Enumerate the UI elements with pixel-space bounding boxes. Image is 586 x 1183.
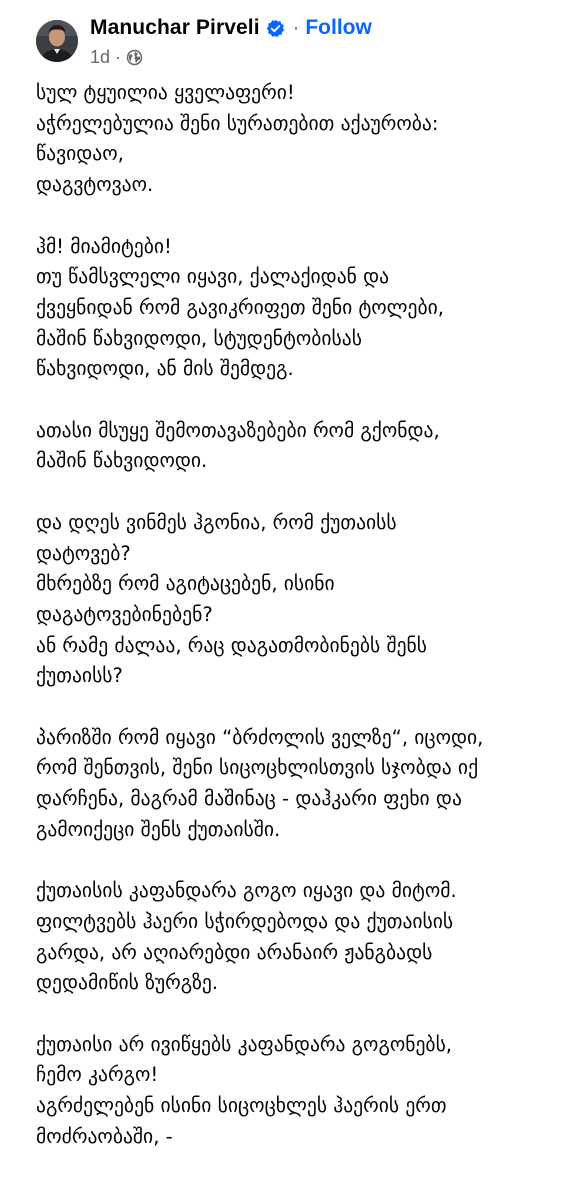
post-paragraph [36, 416, 576, 477]
post-text-line: ჩემო კარგო! [36, 1063, 159, 1087]
post-meta [90, 46, 143, 68]
post-timestamp[interactable]: 1d [90, 46, 111, 67]
post-header [36, 14, 576, 70]
post-text-line: ათასი მსუყე შემოთავაზებები რომ გქონდა, [36, 418, 440, 442]
post-text-line: პარიზში რომ იყავი “ბრძოლის ველზე“, იცოდი, [36, 725, 484, 749]
post-text-line: ქუთაისი არ ივიწყებს კაფანდარა გოგონებს, [36, 1032, 453, 1056]
post-text-line: დარჩენა, მაგრამ მაშინაც - დაჰკარი ფეხი და [36, 787, 462, 811]
verified-badge-icon [266, 19, 285, 38]
post-text-line: და დღეს ვინმეს ჰგონია, რომ ქუთაისს [36, 510, 397, 534]
post-paragraph [36, 723, 576, 846]
globe-icon[interactable] [126, 49, 143, 66]
post-text-line: მაშინ წახვიდოდი, სტუდენტობისას [36, 326, 362, 350]
post-text-line: ქუთაისს? [36, 664, 123, 688]
post-paragraph [36, 1030, 576, 1153]
follow-button[interactable]: Follow [305, 16, 372, 39]
post-text-line: დაგატოვებინებენ? [36, 602, 213, 626]
post-text-line: ან რამე ძალაა, რაც დაგათმობინებს შენს [36, 633, 428, 657]
post-text-line: დაგვტოვაო. [36, 173, 154, 197]
post-paragraph [36, 232, 576, 386]
post-text-line: აჭრელებულია შენი სურათებით აქაურობა: [36, 111, 439, 135]
post-text-line: ქუთაისის კაფანდარა გოგო იყავი და მიტომ. [36, 879, 457, 903]
author-name[interactable]: Manuchar Pirveli [90, 16, 260, 39]
post-text-line: ჰმ! მიამიტები! [36, 234, 172, 258]
post-text-line: მაშინ წახვიდოდი. [36, 449, 208, 473]
post-text-line: მხრებზე რომ აგიტაცებენ, ისინი [36, 572, 335, 596]
post-text-line: ქვეყნიდან რომ გავიკრიფეთ შენი ტოლები, [36, 295, 444, 319]
post-text-line: წახვიდოდი, ან მის შემდეგ. [36, 357, 294, 381]
post-text-line: რომ შენთვის, შენი სიცოცხლისთვის სჯობდა იქ [36, 756, 479, 780]
post-text-line: გარდა, არ აღიარებდი არანაირ ჟანგბადს [36, 940, 433, 964]
post-text [36, 78, 576, 1183]
post-paragraph [36, 876, 576, 999]
header-separator: · [292, 16, 300, 39]
post-paragraph [36, 508, 576, 692]
post-text-line: მოძრაობაში, - [36, 1124, 173, 1148]
post-text-line: აგრძელებენ ისინი სიცოცხლეს ჰაერის ერთ [36, 1094, 447, 1118]
post-text-line: დედამიწის ზურგზე. [36, 971, 219, 995]
post-text-line: სულ ტყუილია ყველაფერი! [36, 81, 295, 104]
post-paragraph [36, 78, 576, 201]
author-row [90, 14, 372, 42]
author-avatar[interactable] [36, 20, 78, 62]
meta-separator: · [115, 46, 122, 67]
post-text-line: თუ წამსვლელი იყავი, ქალაქიდან და [36, 265, 390, 289]
post-text-line: ფილტვებს ჰაერი სჭირდებოდა და ქუთაისის [36, 909, 454, 933]
post-text-line: გამოიქეცი შენს ქუთაისში. [36, 817, 281, 841]
post-text-line: დატოვებ? [36, 541, 131, 565]
post-text-line: წავიდაო, [36, 142, 124, 166]
